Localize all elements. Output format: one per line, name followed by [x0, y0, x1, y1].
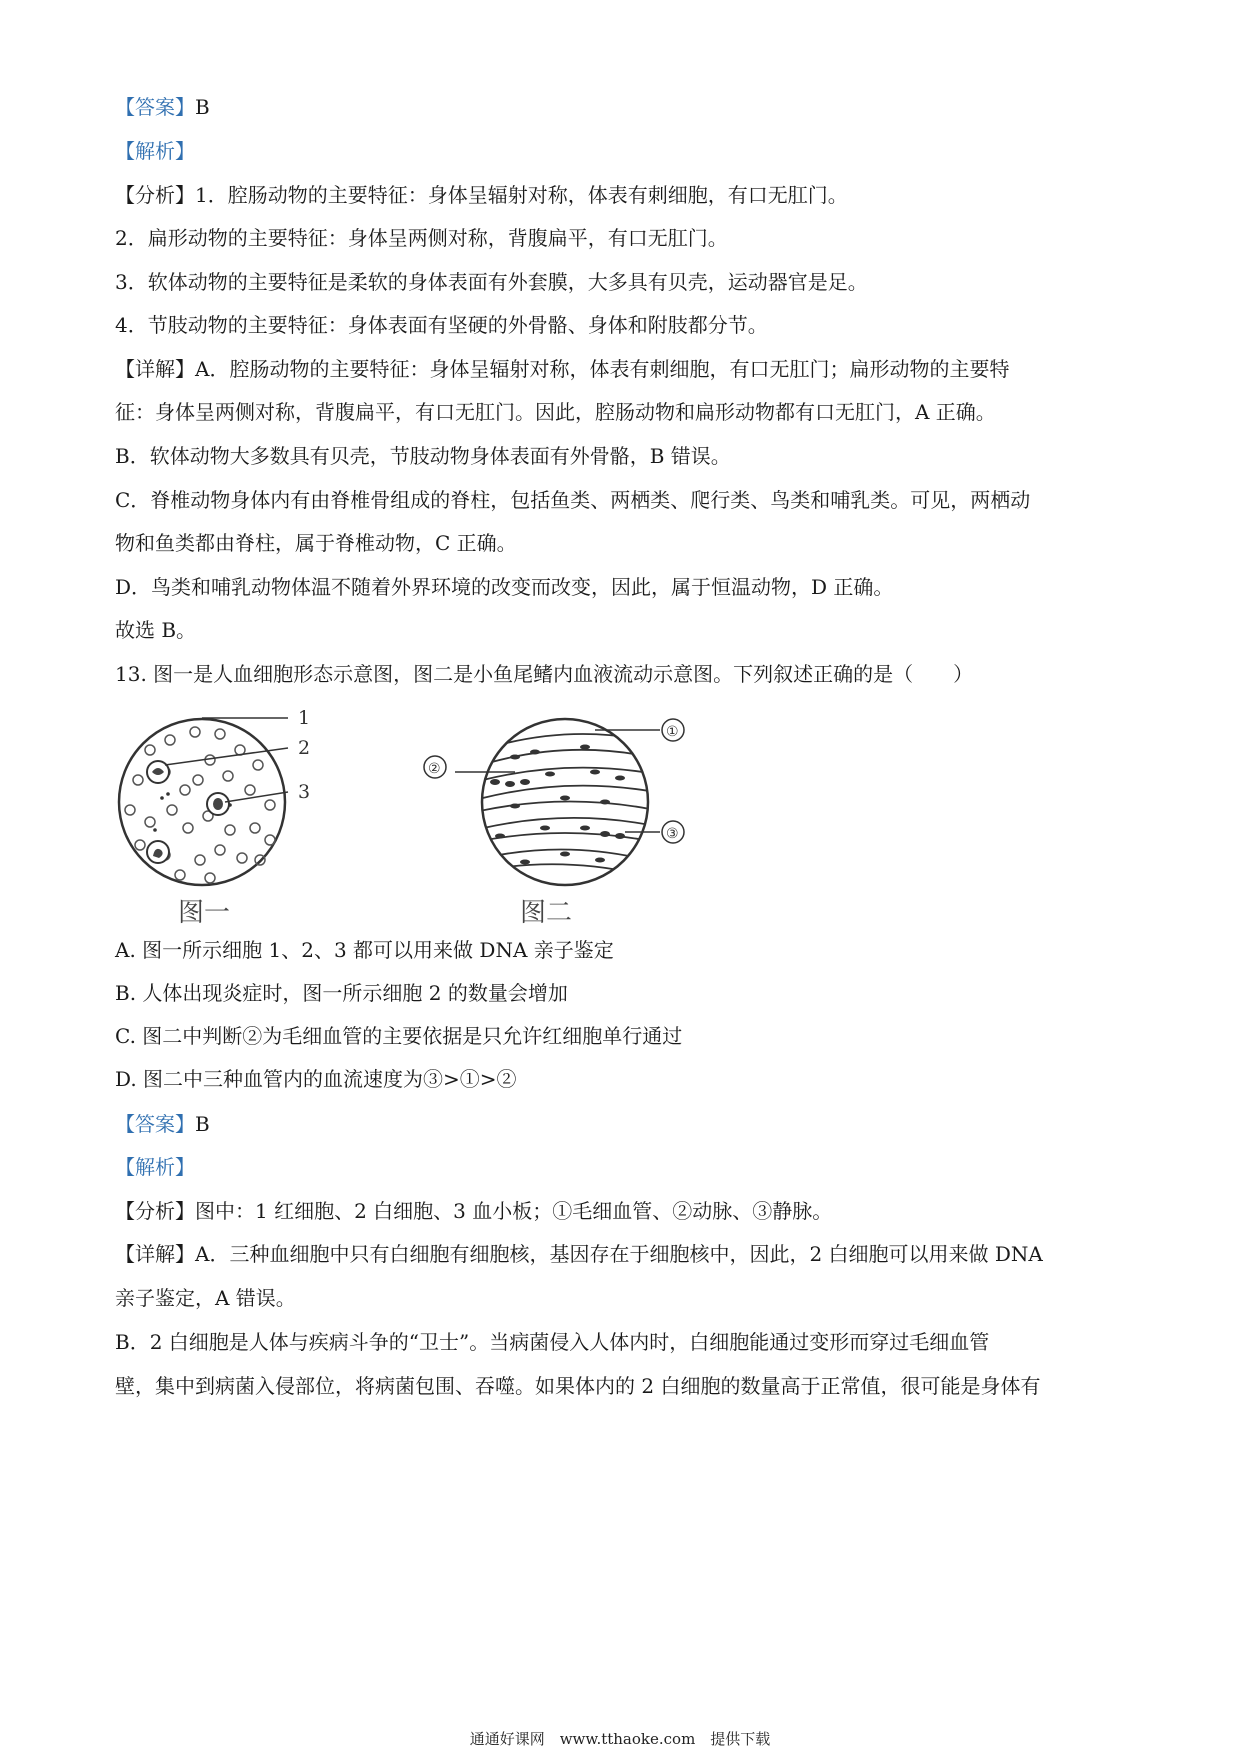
option-b: B. 人体出现炎症时，图一所示细胞 2 的数量会增加 [115, 981, 568, 1005]
option-d: D. 图二中三种血管内的血流速度为③>①>② [115, 1067, 517, 1091]
text-line: B．2 白细胞是人体与疾病斗争的“卫士”。当病菌侵入人体内时，白细胞能通过变形而穿过毛细血管 [115, 1330, 990, 1354]
label-2: 2 [298, 737, 311, 759]
text-line: 【详解】A．腔肠动物的主要特征：身体呈辐射对称，体表有刺细胞，有口无肛门；扁形动物的主要特 [115, 357, 1010, 381]
text-line: 壁，集中到病菌入侵部位，将病菌包围、吞噬。如果体内的 2 白细胞的数量高于正常值，很可能是身体有 [115, 1374, 1041, 1398]
text-line: 亲子鉴定，A 错误。 [115, 1286, 296, 1310]
label-circled-2: ② [428, 761, 441, 777]
answer-line-2 [115, 1109, 210, 1139]
text-line: 【分析】1．腔肠动物的主要特征：身体呈辐射对称，体表有刺细胞，有口无肛门。 [115, 183, 848, 207]
text-line: 【详解】A．三种血细胞中只有白细胞有细胞核，基因存在于细胞核中，因此，2 白细胞可以用来做 DNA [115, 1242, 1043, 1266]
fish-tail-vessel-figure [455, 712, 715, 898]
label-circled-1: ① [666, 724, 679, 740]
answer-value: B [195, 1112, 210, 1136]
answer-value: B [195, 95, 210, 119]
blood-cell-figure [110, 710, 410, 900]
figure-2-caption: 图二 [520, 898, 573, 928]
text-line: 4．节肢动物的主要特征：身体表面有坚硬的外骨骼、身体和附肢都分节。 [115, 313, 768, 337]
label-2-circle [420, 752, 450, 782]
option-a: A. 图一所示细胞 1、2、3 都可以用来做 DNA 亲子鉴定 [115, 938, 614, 962]
answer-tag: 【答案】 [115, 1112, 195, 1136]
text-line: C．脊椎动物身体内有由脊椎骨组成的脊柱，包括鱼类、两栖类、爬行类、鸟类和哺乳类。可见，两栖动 [115, 488, 1031, 512]
text-line: 征：身体呈两侧对称，背腹扁平，有口无肛门。因此，腔肠动物和扁形动物都有口无肛门，A 正确。 [115, 400, 996, 424]
text-line: 2．扁形动物的主要特征：身体呈两侧对称，背腹扁平，有口无肛门。 [115, 226, 728, 250]
text-line: 【分析】图中：1 红细胞、2 白细胞、3 血小板；①毛细血管、②动脉、③静脉。 [115, 1199, 833, 1223]
figure-1-caption: 图一 [178, 898, 231, 928]
text-line: 3．软体动物的主要特征是柔软的身体表面有外套膜，大多具有贝壳，运动器官是足。 [115, 270, 868, 294]
text-line: 故选 B。 [115, 618, 197, 642]
option-c: C. 图二中判断②为毛细血管的主要依据是只允许红细胞单行通过 [115, 1024, 683, 1048]
label-3: 3 [298, 781, 311, 803]
answer-tag: 【答案】 [115, 95, 195, 119]
label-1: 1 [298, 710, 311, 729]
analysis-tag: 【解析】 [115, 1155, 195, 1179]
answer-line-1 [115, 92, 210, 122]
text-line: D．鸟类和哺乳动物体温不随着外界环境的改变而改变，因此，属于恒温动物，D 正确。 [115, 575, 894, 599]
text-line: 物和鱼类都由脊柱，属于脊椎动物，C 正确。 [115, 531, 517, 555]
text-line: B．软体动物大多数具有贝壳，节肢动物身体表面有外骨骼，B 错误。 [115, 444, 731, 468]
label-circled-3: ③ [666, 826, 679, 842]
question-stem: 13. 图一是人血细胞形态示意图，图二是小鱼尾鳍内血液流动示意图。下列叙述正确的是（ ） [115, 662, 974, 686]
page-footer: 通通好课网 www.tthaoke.com 提供下载 [469, 1730, 771, 1748]
analysis-tag: 【解析】 [115, 139, 195, 163]
